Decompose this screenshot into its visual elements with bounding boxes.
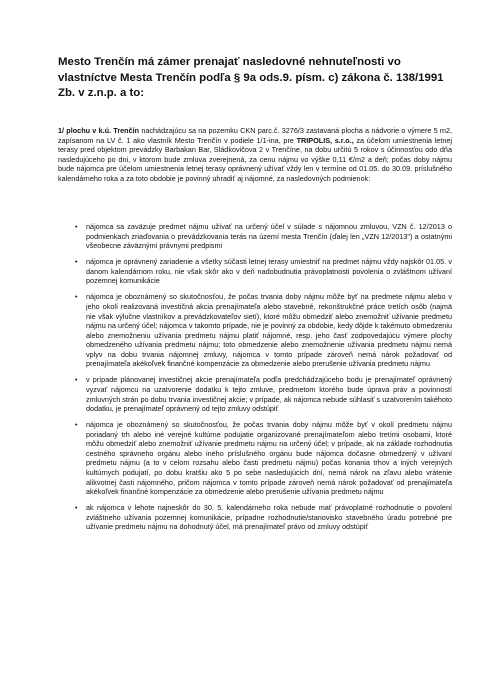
document-heading: Mesto Trenčín má zámer prenajať nasledovné nehnuteľnosti vo vlastníctve Mesta Trenčín podľa § 9a ods.9. písm. c) zákona č. 138/1991 Zb. v z.n.p. a to: [58, 56, 444, 100]
condition-item [58, 420, 452, 496]
condition-item [58, 375, 452, 413]
conditions-list [58, 222, 452, 538]
bullet-icon: • [75, 420, 78, 430]
condition-item [58, 222, 452, 251]
bullet-icon: • [75, 503, 78, 513]
condition-text: nájomca je oboznámený so skutočnosťou, že počas trvania doby nájmu môže byť v okolí predmetu nájmu poriadaný trh alebo iné verejné kultúrne podujatie organizované prenajímateľom alebo tretími osobami, ktoré môžu obmedziť alebo znemožniť užívanie predmetu nájmu na určený účel; v prípade, ak na základe rozhodnutia cestného správneho orgánu alebo iného príslušného orgánu bude nájomca dočasne obmedzený v užívaní predmetu nájmu (a to v celom rozsahu alebo časti predmetu nájmu) počas konania trhov a iných verejných kultúrnych podujatí, po dobu kratšiu ako 5 po sebe nasledujúcich dní, nemá nárok na zľavu alebo vrátenie alikvotnej časti nájomného, pričom nájomca v tomto prípade zároveň nemá nárok požadovať od prenajímateľa akékoľvek finančné kompenzácie za obmedzenie alebo prerušenie užívania predmetu nájmu [86, 420, 452, 497]
parcel-label: 1/ plochu v k.ú. Trenčín [58, 126, 140, 135]
condition-text: nájomca je oprávnený zariadenie a všetky súčasti letnej terasy umiestniť na predmet nájmu vždy najskôr 01.05. v danom kalendárnom roku, nie však skôr ako v deň nadobudnutia právoplatnosti povolenia o zvláštnom užívaní pozemnej komunikácie [86, 257, 452, 286]
bullet-icon: • [75, 375, 78, 385]
condition-text: nájomca je oboznámený so skutočnosťou, že počas trvania doby nájmu môže byť na predmete nájmu alebo v jeho okolí realizovaná investičná akcia prenajímateľa alebo stavebné, rekonštrukčné práce tretích osôb (najmä nie však výlučne vlastníkov a prevádzkovateľov sietí), ktoré môžu obmedziť alebo znemožniť užívanie predmetu nájmu na určený účel; nájomca v takomto prípade, nie je povinný za obdobie, kedy dôjde k takémuto obmedzeniu alebo znemožneniu užívania predmetu nájmu platiť nájomné, resp. jeho časť zodpovedajúcu výmere plochy obmedzeného užívania predmetu nájmu; toto obmedzenie alebo znemožnenie užívania predmetu nájmu nemá vplyv na dobu trvania nájomnej zmluvy, nájomca v tomto prípade zároveň nemá nárok požadovať od prenajímateľa akékoľvek finančné kompenzácie za obmedzenie alebo prerušenie užívania predmetu nájmu [86, 292, 452, 369]
bullet-icon: • [75, 222, 78, 231]
intro-text-1: nachádzajúcu sa na pozemku CKN parc.č. 3276/3 zastavaná plocha a nádvorie o výmere 5 m2, zapísanom na LV č. 1 ako vlastník Mesto Trenčín v podiele 1/1-ina, pre [58, 126, 453, 145]
condition-text: ak nájomca v lehote najneskôr do 30. 5. kalendárneho roka nebude mať právoplatné rozhodnutie o povolení zvláštneho užívania pozemnej komunikácie, prípadne rozhodnutie/stanovisko stavebného úradu potrebné pre užívanie predmetu nájmu na dohodnutý účel, má prenajímateľ právo od zmluvy odstúpiť [86, 503, 452, 532]
bullet-icon: • [75, 292, 78, 302]
condition-text: v prípade plánovanej investičnej akcie prenajímateľa podľa predchádzajúceho bodu je prenajímateľ oprávnený vyzvať nájomcu na uzatvorenie dodatku k tejto zmluve, predmetom ktorého bude úprava práv a povinností zmluvných strán po dobu trvania investičnej akcie; v prípade, ak nájomca nebude súhlasiť s uzatvorením takéhoto dodatku, je prenajímateľ oprávnený od tejto zmluvy odstúpiť [86, 375, 452, 414]
condition-item [58, 503, 452, 532]
intro-paragraph [58, 126, 452, 183]
condition-item [58, 257, 452, 286]
tenant-name: TRIPOLIS, s.r.o., [296, 135, 354, 145]
bullet-icon: • [75, 257, 78, 267]
intro-text-2: za účelom umiestnenia letnej terasy pred objektom prevádzky Barbakan Bar, Sládkovičova 2 v Trenčíne, na dobu určitú 5 rokov s účinnosťou odo dňa nasledujúceho po dni, v ktorom bude zmluva zverejnená, za cenu nájmu vo výške 0,11 €/m2 a deň; počas doby nájmu bude nájomca pre účelom umiestnenia letnej terasy oprávnený užívať vždy len v termíne od 01.05. do 30.09. príslušného kalendárneho roka a za toto obdobie je povinný uhradiť aj nájomné, za nasledovných podmienok: [58, 135, 453, 183]
condition-item [58, 292, 452, 368]
condition-text: nájomca sa zaväzuje predmet nájmu užívať na určený účel v súlade s nájomnou zmluvou, VZN č. 12/2013 o podmienkach zriaďovania o prevádzkovania terás na území mesta Trenčín (ďalej len „VZN 12/2013") a ostatnými všeobecne záväznými právnymi predpismi [86, 222, 452, 251]
